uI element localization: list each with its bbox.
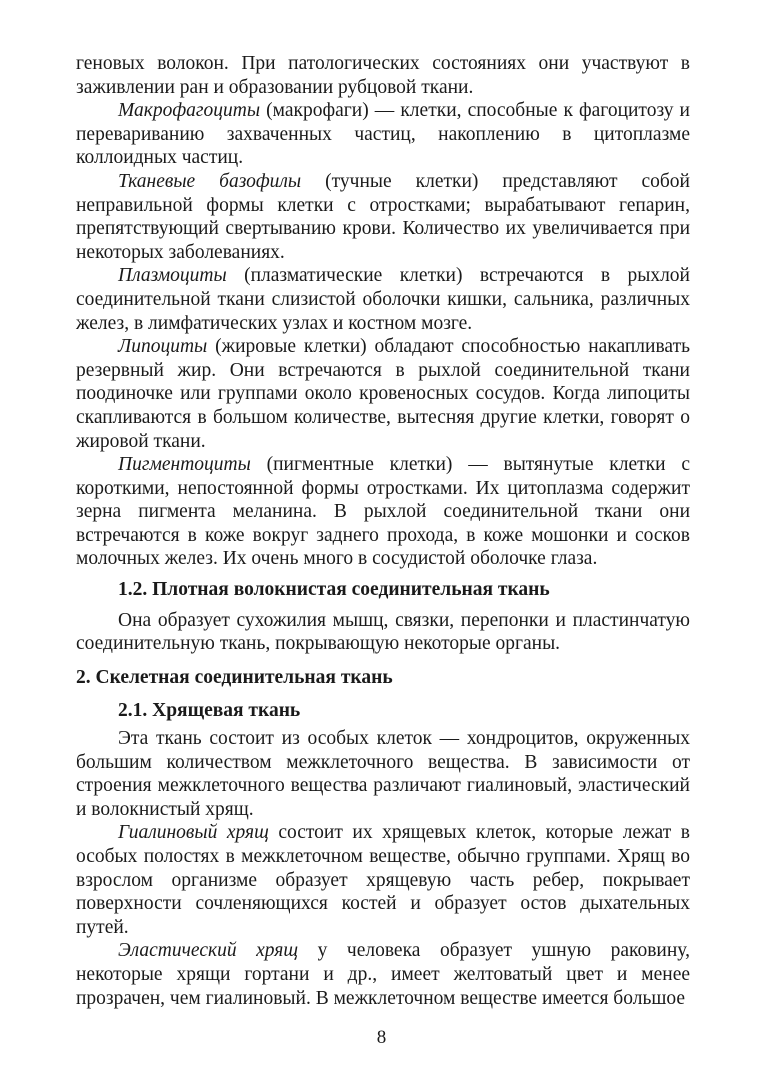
text-lipocytes: (жировые клетки) обладают способностью накапливать резервный жир. Они встречаются в рыхлой соединительной ткани поодиночке или группами около кровеносных сосудов. Когда липоциты скапливаются в большом количестве, вытесняя другие клетки, говорят о жировой ткани. <box>76 336 690 452</box>
heading-2-1: 2.1. Хрящевая ткань <box>118 700 301 722</box>
heading-2: 2. Скелетная соединительная ткань <box>76 666 393 688</box>
paragraph-plasmocytes <box>76 264 690 335</box>
page-body <box>76 52 690 1010</box>
paragraph-lipocytes <box>76 335 690 453</box>
paragraph-macrophages <box>76 99 690 170</box>
text-elastic: у человека образует ушную раковину, некоторые хрящи гортани и др., имеет желтоватый цвет и менее прозрачен, чем гиалиновый. В межклеточном веществе имеется большое <box>76 940 690 1009</box>
paragraph-cartilage: Эта ткань состоит из особых клеток — хондроцитов, окруженных большим количеством межклеточного вещества. В зависимости от строения межклеточного вещества различают гиалиновый, эластический и волокнистый хрящ. <box>76 728 690 820</box>
text-macrophages: (макрофаги) — клетки, способные к фагоцитозу и перевариванию захваченных частиц, накоплению в цитоплазме коллоидных частиц. <box>76 100 690 169</box>
paragraph-intro: геновых волокон. При патологических состояниях они участвуют в заживлении ран и образовании рубцовой ткани. <box>76 53 690 98</box>
page-number: 8 <box>376 1027 387 1048</box>
term-plasmocytes: Плазмоциты <box>118 265 227 287</box>
term-lipocytes: Липоциты <box>118 336 208 358</box>
text-basophils: (тучные клетки) представляют собой неправильной формы клетки с отростками; вырабатывают гепарин, препятствующий свертыванию крови. Количество их увеличивается при некоторых заболеваниях. <box>76 170 690 263</box>
text-pigmentocytes: (пигментные клетки) — вытянутые клетки с короткими, непостоянной формы отростками. Их цитоплазма содержит зерна пигмента меланина. В рыхлой соединительной ткани они встречаются в коже вокруг заднего прохода, в коже мошонки и сосков молочных желез. Их очень много в сосудистой оболочке глаза. <box>76 454 690 570</box>
term-basophils: Тканевые базофилы <box>118 170 302 192</box>
paragraph-basophils <box>76 170 690 264</box>
heading-1-2: 1.2. Плотная волокнистая соединительная ткань <box>118 579 550 601</box>
paragraph-hyaline <box>76 821 690 939</box>
paragraph-pigmentocytes <box>76 453 690 571</box>
term-hyaline: Гиалиновый хрящ <box>118 822 269 844</box>
paragraph-dense-tissue: Она образует сухожилия мышц, связки, перепонки и пластинчатую соединительную ткань, покрывающую некоторые органы. <box>76 609 690 655</box>
term-elastic: Эластический хрящ <box>118 940 299 962</box>
paragraph-elastic <box>76 939 690 1010</box>
term-macrophages: Макрофагоциты <box>118 100 261 122</box>
text-hyaline: состоит их хрящевых клеток, которые лежат в особых полостях в межклеточном веществе, обычно группами. Хрящ во взрослом организме образует хрящевую часть ребер, покрывает поверхности сочленяющихся костей и образует остов дыхательных путей. <box>76 822 690 938</box>
term-pigmentocytes: Пигментоциты <box>118 454 251 476</box>
text-plasmocytes: (плазматические клетки) встречаются в рыхлой соединительной ткани слизистой оболочки кишки, сальника, различных желез, в лимфатических узлах и костном мозге. <box>76 265 690 334</box>
